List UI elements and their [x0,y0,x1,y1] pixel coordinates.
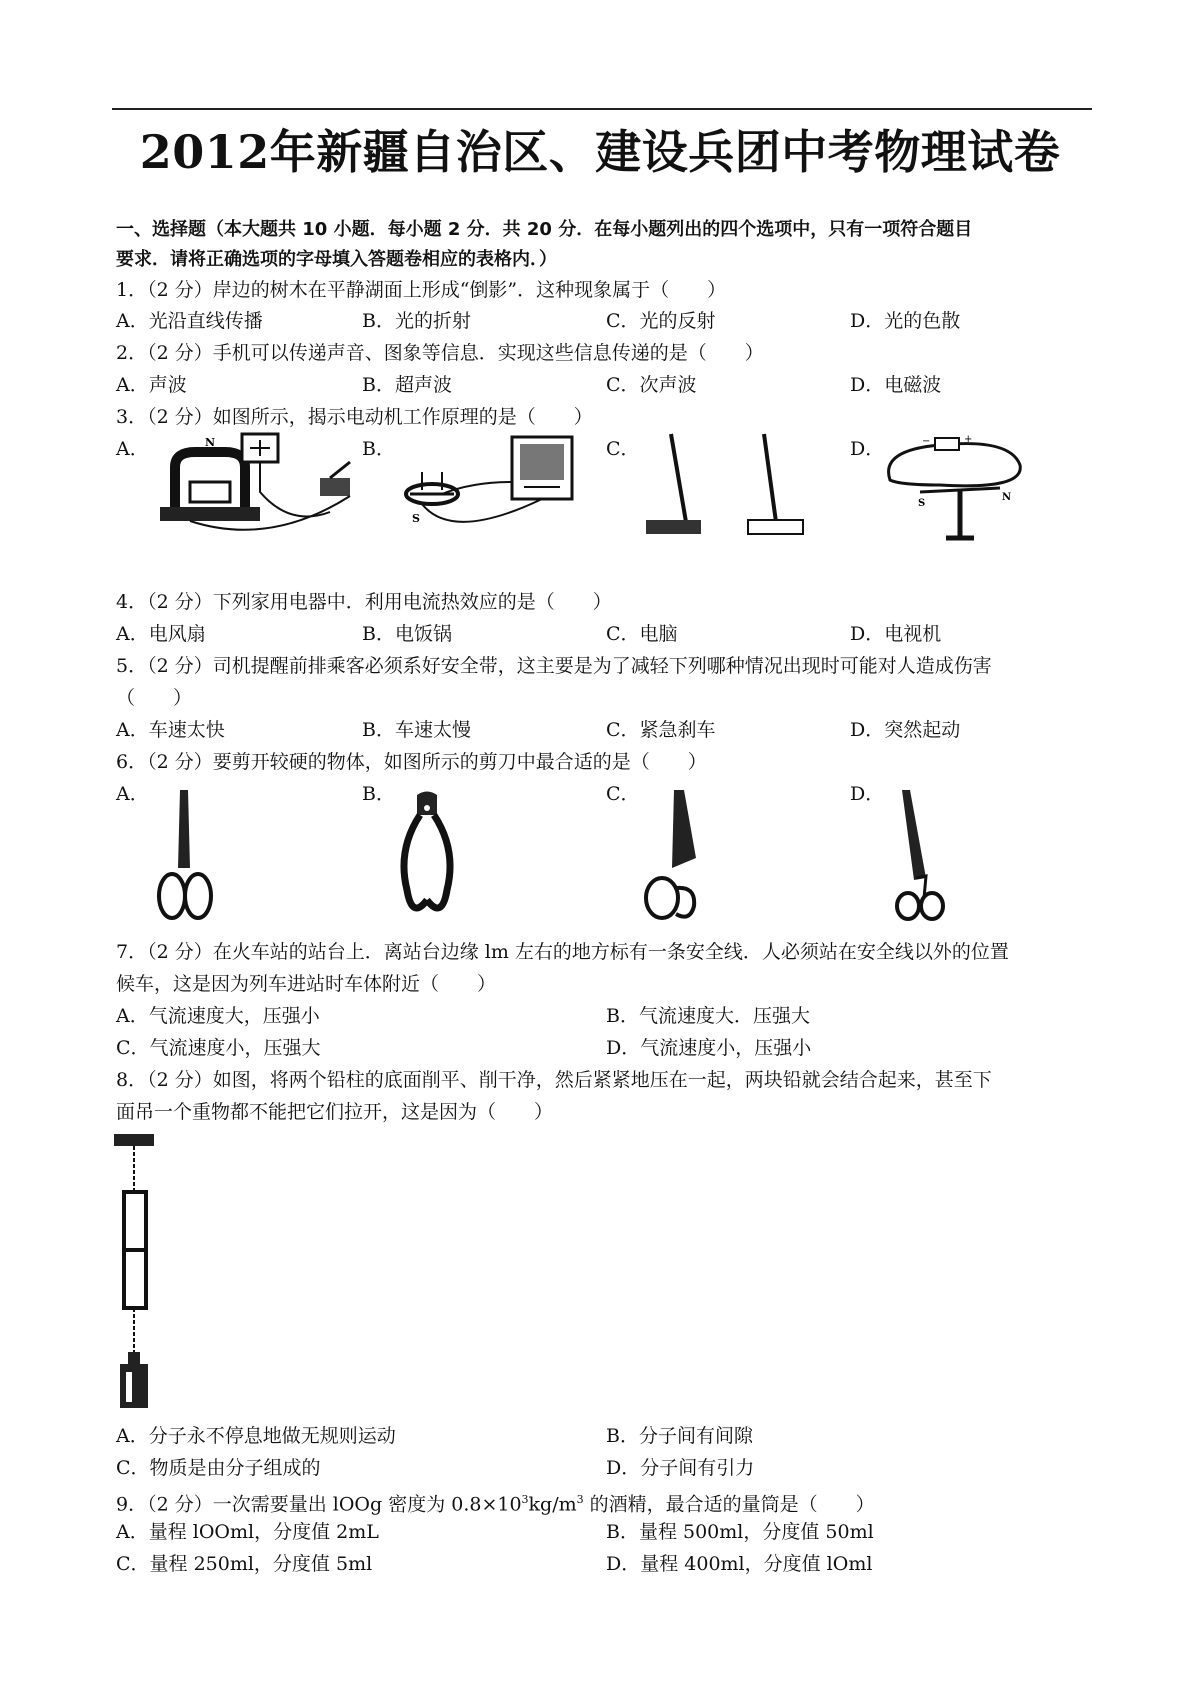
q8-option-b: B．分子间有间隙 [606,1425,753,1447]
section-heading-line1: 一、选择题（本大题共 10 小题．每小题 2 分．共 20 分．在每小题列出的四个选项中，只有一项符合题目 [116,219,973,240]
q9-stem-part1: 9．（2 分）一次需要量出 lOOg 密度为 0.8×10 [116,1493,522,1516]
q3-option-b: B． [362,438,395,460]
q1-option-b: B．光的折射 [362,310,471,332]
q6-option-a: A． [116,783,149,805]
q6-option-b: B． [362,783,395,805]
q5-option-c: C．紧急刹车 [606,719,716,741]
svg-text:+: + [964,434,973,445]
question-8-stem-cont: 面吊一个重物都不能把它们拉开，这是因为（ ） [116,1101,554,1123]
q9-stem-part2: kg/m [528,1493,577,1516]
q7-option-c: C．气流速度小，压强大 [116,1037,321,1059]
q9-option-d: D．量程 400ml，分度值 lOml [606,1553,873,1575]
q4-option-c: C．电脑 [606,623,678,645]
q2-option-d: D．电磁波 [850,374,942,396]
q9-stem-exp2: 3 [576,1493,584,1506]
q3-option-a: A． [116,438,149,460]
question-6-stem: 6．（2 分）要剪开较硬的物体，如图所示的剪刀中最合适的是（ ） [116,751,707,773]
question-2-stem: 2．（2 分）手机可以传递声音、图象等信息．实现这些信息传递的是（ ） [116,342,764,364]
q7-option-a: A．气流速度大，压强小 [116,1005,320,1027]
q4-option-d: D．电视机 [850,623,942,645]
q9-option-a: A．量程 lOOml，分度值 2mL [116,1521,379,1543]
svg-text:N: N [205,436,216,449]
q5-option-d: D．突然起动 [850,719,961,741]
q2-option-a: A．声波 [116,374,187,396]
page-title: 2012年新疆自治区、建设兵团中考物理试卷 [139,125,1061,179]
q1-option-a: A．光沿直线传播 [116,310,263,332]
q5-option-b: B．车速太慢 [362,719,471,741]
question-9-stem [116,1488,875,1516]
q9-stem-exp1: 3 [521,1493,529,1506]
q7-option-b: B．气流速度大．压强大 [606,1005,810,1027]
q3-option-c: C． [606,438,640,460]
q9-option-c: C．量程 250ml，分度值 5ml [116,1553,373,1575]
svg-text:−: − [922,436,931,447]
question-8-stem: 8．（2 分）如图，将两个铅柱的底面削平、削干净，然后紧紧地压在一起，两块铅就会结合起来，甚至下 [116,1069,992,1091]
question-7-stem: 7．（2 分）在火车站的站台上．离站台边缘 lm 左右的地方标有一条安全线．人必须站在安全线以外的位置 [116,941,1009,963]
q2-option-c: C．次声波 [606,374,697,396]
question-7-stem-cont: 候车，这是因为列车进站时车体附近（ ） [116,973,497,995]
q6-figure-d-scissors-short-handle [880,788,960,928]
svg-text:S: S [918,498,926,509]
q9-option-b: B．量程 500ml，分度值 50ml [606,1521,874,1543]
question-3-stem: 3．（2 分）如图所示，揭示电动机工作原理的是（ ） [116,406,593,428]
top-rule [112,108,1092,110]
q4-option-a: A．电风扇 [116,623,206,645]
section-heading-line2: 要求．请将正确选项的字母填入答题卷相应的表格内．） [116,249,557,270]
question-5-stem-cont: （ ） [116,687,193,709]
q2-option-b: B．超声波 [362,374,452,396]
svg-text:S: S [412,512,420,525]
q3-figure-b-galvanometer-circuit [392,432,592,542]
q9-stem-part3: 的酒精，最合适的量筒是（ ） [583,1493,875,1516]
q6-figure-b-pincers [392,790,462,930]
question-4-stem: 4．（2 分）下列家用电器中．利用电流热效应的是（ ） [116,591,612,613]
q6-option-d: D． [850,783,885,805]
q8-option-c: C．物质是由分子组成的 [116,1457,321,1479]
q6-figure-c-scissors-wide-blade [636,788,716,928]
q6-option-c: C． [606,783,640,805]
question-1-stem: 1．（2 分）岸边的树木在平静湖面上形成“倒影”．这种现象属于（ ） [116,279,727,301]
q5-option-a: A．车速太快 [116,719,225,741]
q7-option-d: D．气流速度小，压强小 [606,1037,812,1059]
q3-figure-c-broom-shapes [636,432,826,544]
question-5-stem: 5．（2 分）司机提醒前排乘客必须系好安全带，这主要是为了减轻下列哪种情况出现时可能对人造成伤害 [116,655,992,677]
q8-figure-lead-cylinders [112,1132,162,1412]
q8-option-a: A．分子永不停息地做无规则运动 [116,1425,396,1447]
q6-figure-a-scissors-long-blade [152,788,222,928]
q3-figure-d-compass-loop [880,430,1030,550]
q1-option-d: D．光的色散 [850,310,961,332]
q1-option-c: C．光的反射 [606,310,716,332]
q4-option-b: B．电饭锅 [362,623,452,645]
q3-option-d: D． [850,438,885,460]
q8-option-d: D．分子间有引力 [606,1457,755,1479]
svg-text:N: N [1002,492,1012,503]
q3-figure-a-magnet-circuit [150,432,380,542]
